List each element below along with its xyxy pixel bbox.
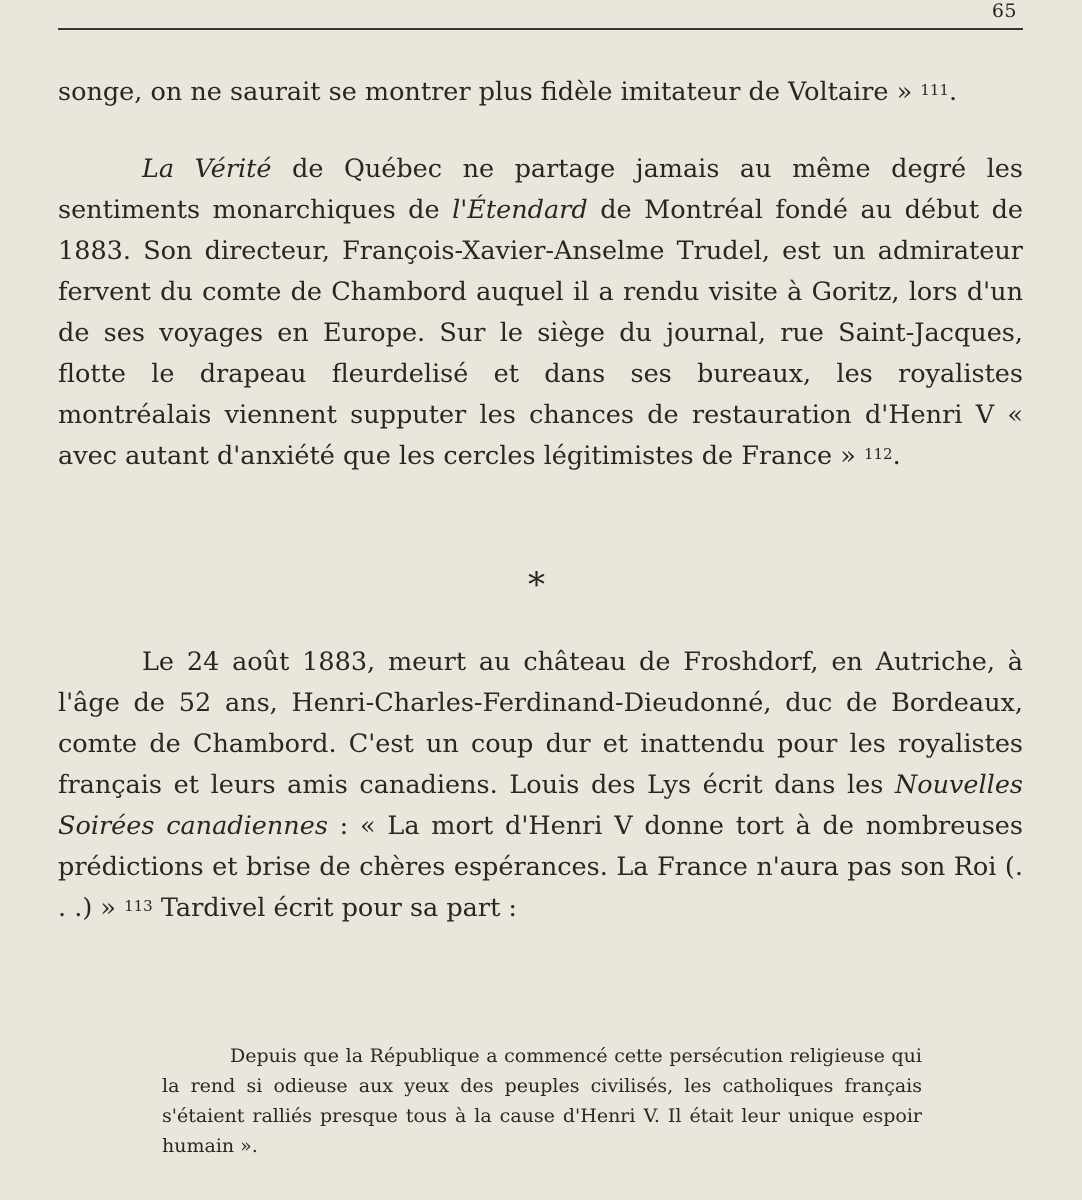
p2-text-1: de Québec ne partage jamais au même degré les sentiments monarchiques de xyxy=(58,154,1023,225)
p2-end: . xyxy=(892,441,901,471)
paragraph-2 xyxy=(58,149,1023,477)
p2-italic-la-verite: La Vérité xyxy=(142,154,272,184)
header-rule xyxy=(58,28,1023,30)
p1-end: . xyxy=(948,77,958,107)
footnote-ref-113: 113 xyxy=(124,897,153,915)
p2-italic-etendard: l'Étendard xyxy=(452,195,588,225)
paragraph-3 xyxy=(58,642,1023,929)
p1-text: songe, on ne saurait se montrer plus fidèle imitateur de Voltaire » xyxy=(58,77,921,107)
p2-text-2: de Montréal fondé au début de 1883. Son directeur, François-Xavier-Anselme Trudel, est un admirateur fervent du comte de Chambord auquel il a rendu visite à Goritz, lors d'un de ses voyages en Europe. Sur le siège du journal, rue Saint-Jacques, flotte le drapeau fleurdelisé et dans ses bureaux, les royalistes montréalais viennent supputer les chances de restauration d'Henri V « avec autant d'anxiété que les cercles légitimistes de France » xyxy=(58,195,1023,471)
p3-italic-nouvelles-soirees: Nouvelles Soirées canadiennes xyxy=(58,770,1023,841)
p3-text-3: Tardivel écrit pour sa part : xyxy=(152,893,518,923)
page-number: 65 xyxy=(991,0,1017,22)
p3-text-2: : « La mort d'Henri V donne tort à de nombreuses prédictions et brise de chères espérances. La France n'aura pas son Roi (. . .) » xyxy=(58,811,1023,923)
footnote-ref-111: 111 xyxy=(920,81,949,99)
block-quote xyxy=(162,1041,922,1161)
paragraph-1 xyxy=(58,72,1023,113)
section-separator: * xyxy=(528,565,545,605)
p3-text-1: Le 24 août 1883, meurt au château de Froshdorf, en Autriche, à l'âge de 52 ans, Henri-Charles-Ferdinand-Dieudonné, duc de Bordeaux, comte de Chambord. C'est un coup dur et inattendu pour les royalistes français et leurs amis canadiens. Louis des Lys écrit dans les xyxy=(58,647,1023,800)
block-quote-text: Depuis que la République a commencé cette persécution religieuse qui la rend si odieuse aux yeux des peuples civilisés, les catholiques français s'étaient ralliés presque tous à la cause d'Henri V. Il était leur unique espoir humain ». xyxy=(162,1045,922,1157)
footnote-ref-112: 112 xyxy=(863,445,893,463)
